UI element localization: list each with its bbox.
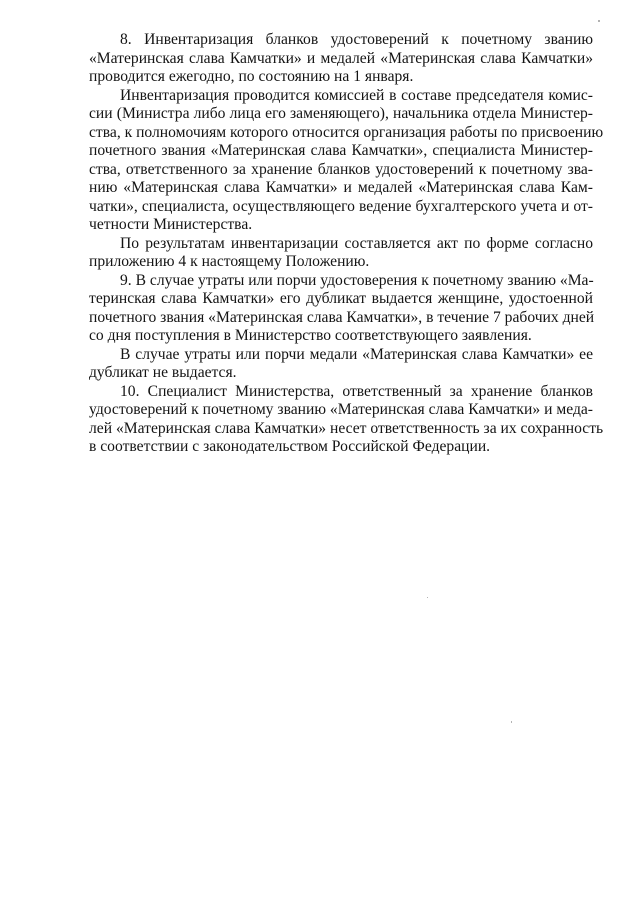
paragraph-line: 9. В случае утраты или порчи удостоверения к почетному званию «Ма- — [120, 271, 594, 289]
paragraph-line: «Материнская слава Камчатки» и медалей «Материнская слава Камчатки» — [89, 49, 593, 67]
paragraph-line: лей «Материнская слава Камчатки» несет ответственность за их сохранность — [89, 419, 604, 437]
paragraph-item-10 — [89, 382, 604, 457]
paragraph-line: 8. Инвентаризация бланков удостоверений к почетному званию — [120, 31, 593, 48]
paragraph-line: По результатам инвентаризации составляется акт по форме согласно — [120, 234, 593, 252]
paragraph-item-9 — [89, 272, 593, 346]
paragraph-line: почетного звания «Материнская слава Камчатки», в течение 7 рабочих дней — [89, 308, 595, 326]
paragraph-line: теринская слава Камчатки» его дубликат выдается женщине, удостоенной — [89, 290, 593, 307]
scan-speck — [598, 20, 600, 22]
scan-speck — [511, 721, 512, 723]
paragraph-line: удостоверений к почетному званию «Материнская слава Камчатки» и меда- — [89, 401, 593, 418]
paragraph-line: четности Министерства. — [89, 216, 253, 233]
paragraph-line: 10. Специалист Министерства, ответственный за хранение бланков — [120, 382, 593, 400]
paragraph-line: проводится ежегодно, по состоянию на 1 января. — [89, 68, 414, 85]
paragraph-line: дубликат не выдается. — [89, 364, 237, 381]
scan-speck — [427, 597, 428, 598]
document-body — [89, 31, 604, 457]
paragraph-line: в соответствии с законодательством Российской Федерации. — [89, 438, 491, 455]
paragraph-line: сии (Министра либо лица его заменяющего), начальника отдела Министер- — [89, 105, 593, 122]
paragraph-line: со дня поступления в Министерство соответствующего заявления. — [89, 327, 532, 344]
paragraph-line: почетного звания «Материнская слава Камчатки», специалиста Министер- — [89, 142, 593, 159]
paragraph-line: ства, к полномочиям которого относится организация работы по присвоению — [89, 123, 604, 141]
paragraph-line: ства, ответственного за хранение бланков удостоверений к почетному зва- — [89, 160, 593, 178]
paragraph-item-8 — [89, 31, 593, 87]
paragraph-line: Инвентаризация проводится комиссией в составе председателя комис- — [120, 86, 593, 104]
paragraph-line: приложению 4 к настоящему Положению. — [89, 253, 370, 270]
paragraph-act — [89, 235, 593, 272]
paragraph-line: В случае утраты или порчи медали «Материнская слава Камчатки» ее — [120, 345, 593, 363]
paragraph-line: чатки», специалиста, осуществляющего ведение бухгалтерского учета и от- — [89, 197, 593, 215]
paragraph-medal — [89, 346, 593, 383]
paragraph-commission — [89, 86, 604, 235]
paragraph-line: нию «Материнская слава Камчатки» и медалей «Материнская слава Кам- — [89, 179, 593, 196]
